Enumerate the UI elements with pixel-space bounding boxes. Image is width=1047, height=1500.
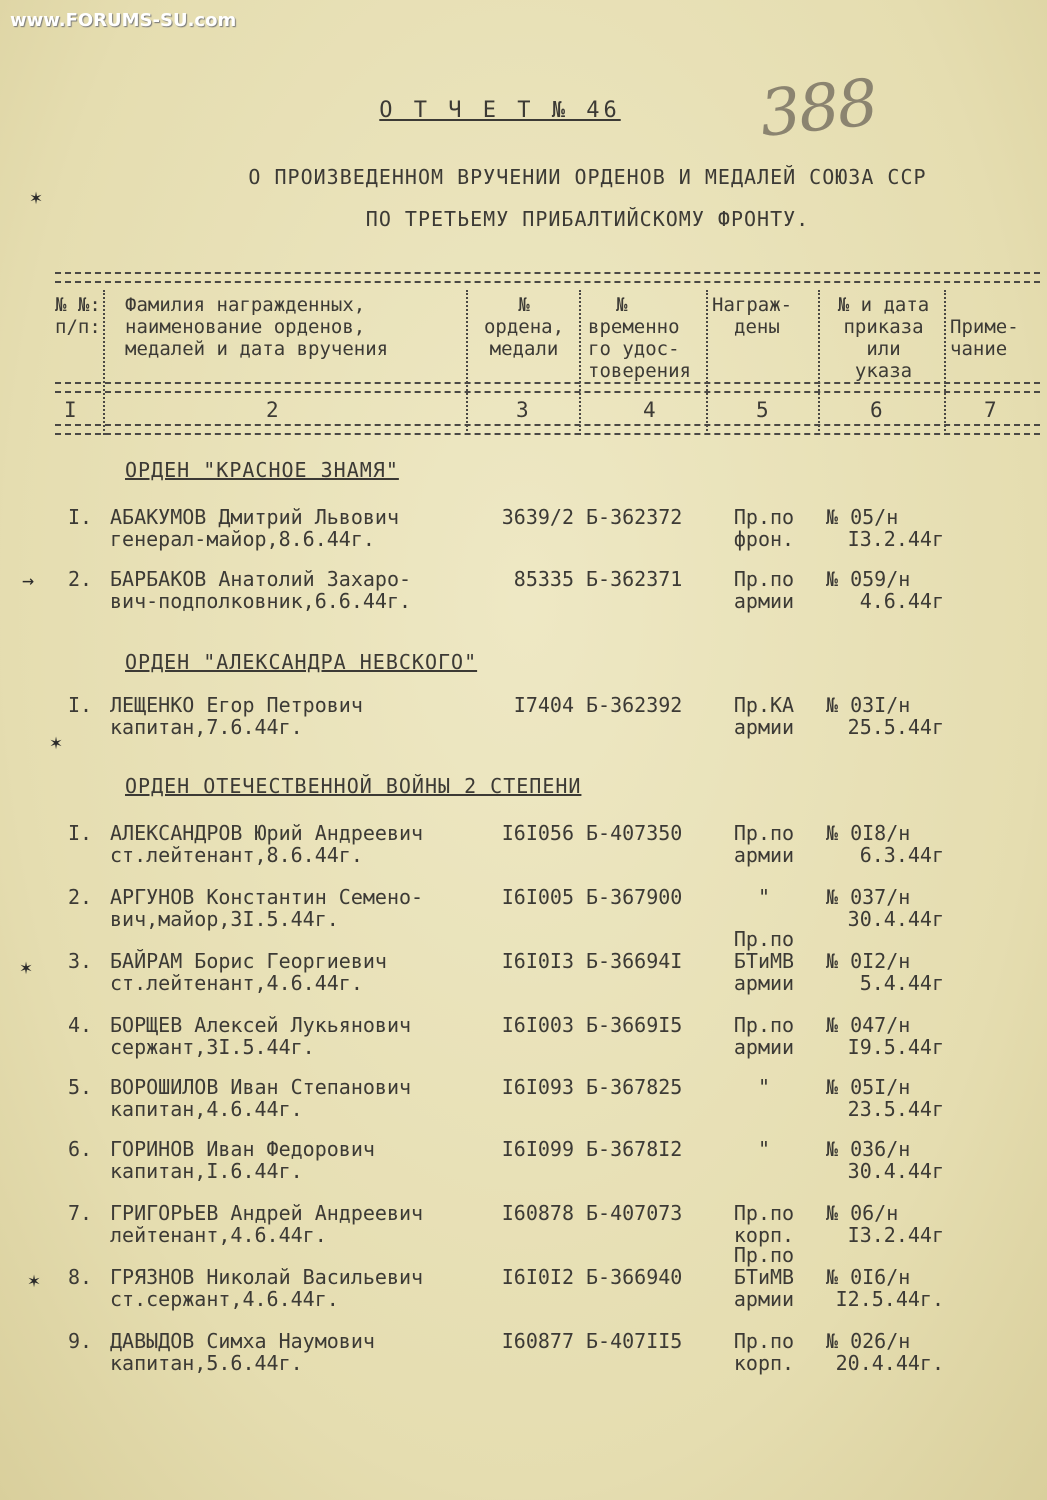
header-line: временно [588,316,680,338]
recipient-rank-date: капитан,I.6.44г. [110,1159,303,1183]
header-line: медали [489,338,559,360]
margin-mark: ✶ [30,185,43,209]
row-number: 9. [68,1329,93,1353]
watermark: www.FORUMS-SU.com [10,10,237,31]
header-line: указа [854,360,913,382]
report-title-text: О Т Ч Е Т № 46 [379,98,621,123]
subtitle-line-1: О ПРОИЗВЕДЕННОМ ВРУЧЕНИИ ОРДЕНОВ И МЕДАЛЕЙ СОЮЗА ССР [248,165,927,189]
header-top-rule [55,272,1040,283]
header-line: го удос- [588,338,680,360]
recipient-name: БОРЩЕВ Алексей Лукьянович [110,1013,412,1037]
order-number: 85335 [513,567,574,591]
order-ref-date: I9.5.44г [847,1035,944,1059]
awarded-by-line0: Пр.по [733,1243,795,1267]
certificate-number: Б-366940 [586,1265,683,1289]
certificate-number: Б-367825 [586,1075,683,1099]
awarded-by-line1: " [757,885,771,909]
col-separator [579,290,581,435]
recipient-rank-date: капитан,5.6.44г. [110,1351,303,1375]
header-mid-rule [55,382,1040,393]
order-ref-number: № 05/н [826,505,899,529]
header-col1 [55,294,101,338]
header-line: товерения [588,360,691,382]
order-number: 3639/2 [501,505,574,529]
order-number: I6I0I3 [501,949,574,973]
order-ref-number: № 037/н [826,885,911,909]
awarded-by-line1: Пр.по [733,505,795,529]
awarded-by-line1: Пр.по [733,1013,795,1037]
awarded-by-line2: корп. [733,1351,795,1375]
header-line: медалей и дата вручения [125,338,389,360]
order-number: I7404 [513,693,574,717]
section-title: ОРДЕН "КРАСНОЕ ЗНАМЯ" [125,458,399,482]
subtitle-line-2: ПО ТРЕТЬЕМУ ПРИБАЛТИЙСКОМУ ФРОНТУ. [365,207,810,231]
order-number: I6I093 [501,1075,574,1099]
row-number: 7. [68,1201,93,1225]
recipient-rank-date: сержант,3I.5.44г. [110,1035,315,1059]
awarded-by-line1: Пр.по [733,1201,795,1225]
col-number: 4 [643,398,656,422]
col-number: 7 [984,398,997,422]
recipient-name: АЛЕКСАНДРОВ Юрий Андреевич [110,821,424,845]
awarded-by-line1: Пр.КА [733,693,795,717]
row-number: 2. [68,567,93,591]
recipient-name: ЛЕЩЕНКО Егор Петрович [110,693,363,717]
header-line: п/п: [55,316,101,338]
certificate-number: Б-407073 [586,1201,683,1225]
section-title: ОРДЕН "АЛЕКСАНДРА НЕВСКОГО" [125,650,478,674]
certificate-number: Б-407350 [586,821,683,845]
awarded-by-line1: БТиМВ [733,1265,795,1289]
awarded-by-line2: армии [733,971,795,995]
section-title: ОРДЕН ОТЕЧЕСТВЕННОЙ ВОЙНЫ 2 СТЕПЕНИ [125,774,582,798]
awarded-by-line2: армии [733,715,795,739]
order-ref-date: 25.5.44г [847,715,944,739]
awarded-by-line1: БТиМВ [733,949,795,973]
awarded-by-line1: Пр.по [733,1329,795,1353]
margin-mark: ✶ [20,955,33,979]
report-title [0,98,1000,123]
recipient-rank-date: капитан,4.6.44г. [110,1097,303,1121]
recipient-rank-date: генерал-майор,8.6.44г. [110,527,375,551]
awarded-by-line1: Пр.по [733,567,795,591]
order-ref-number: № 05I/н [826,1075,911,1099]
header-line: Фамилия награжденных, [125,294,366,316]
recipient-rank-date: ст.лейтенант,8.6.44г. [110,843,363,867]
header-col3 [474,294,574,360]
header-col4 [588,294,691,382]
awarded-by-line2: армии [733,1287,795,1311]
recipient-name: ГРЯЗНОВ Николай Васильевич [110,1265,424,1289]
col-separator [944,290,946,435]
header-col2 [125,294,388,360]
order-number: I6I0I2 [501,1265,574,1289]
certificate-number: Б-367900 [586,885,683,909]
order-ref-date: I3.2.44г [847,527,944,551]
recipient-rank-date: ст.сержант,4.6.44г. [110,1287,339,1311]
header-line: № [616,294,628,316]
header-line: наименование орденов, [125,316,366,338]
col-separator [103,290,105,435]
order-ref-number: № 06/н [826,1201,899,1225]
row-number: I. [68,693,93,717]
awarded-by-line1: " [757,1075,771,1099]
header-line: № [518,294,530,316]
order-number: I60877 [501,1329,574,1353]
header-line: № и дата [837,294,930,316]
order-ref-date: I3.2.44г [847,1223,944,1247]
recipient-rank-date: капитан,7.6.44г. [110,715,303,739]
order-number: I6I099 [501,1137,574,1161]
recipient-name: ГОРИНОВ Иван Федорович [110,1137,375,1161]
recipient-rank-date: лейтенант,4.6.44г. [110,1223,327,1247]
order-number: I6I005 [501,885,574,909]
recipient-name: БАЙРАМ Борис Георгиевич [110,949,387,973]
col-number: 6 [870,398,883,422]
order-ref-number: № 059/н [826,567,911,591]
header-line: ордена, [483,316,565,338]
header-line: приказа [843,316,924,338]
order-ref-date: 30.4.44г [847,1159,944,1183]
order-number: I6I003 [501,1013,574,1037]
row-number: 2. [68,885,93,909]
recipient-name: ВОРОШИЛОВ Иван Степанович [110,1075,412,1099]
order-ref-date: 5.4.44г [859,971,944,995]
header-line: дены [734,316,780,338]
certificate-number: Б-362392 [586,693,683,717]
order-ref-date: 20.4.44г. [835,1351,944,1375]
recipient-name: ДАВЫДОВ Симха Наумович [110,1329,375,1353]
col-number: 3 [516,398,529,422]
awarded-by-line0: Пр.по [733,927,795,951]
header-col6 [826,294,941,382]
col-separator [706,290,708,435]
col-number: 5 [756,398,769,422]
awarded-by-line1: Пр.по [733,821,795,845]
awarded-by-line2: армии [733,1035,795,1059]
recipient-name: БАРБАКОВ Анатолий Захаро- [110,567,412,591]
col-number: I [64,398,77,422]
header-line: № №: [55,294,101,316]
awarded-by-line2: армии [733,843,795,867]
order-ref-date: 4.6.44г [859,589,944,613]
certificate-number: Б-36694I [586,949,683,973]
order-ref-number: № 0I2/н [826,949,911,973]
order-number: I6I056 [501,821,574,845]
header-line: Приме- [950,316,1019,338]
row-number: 8. [68,1265,93,1289]
certificate-number: Б-3678I2 [586,1137,683,1161]
order-ref-number: № 026/н [826,1329,911,1353]
order-ref-number: № 036/н [826,1137,911,1161]
awarded-by-line1: " [757,1137,771,1161]
awarded-by-line2: фрон. [733,527,795,551]
col-number: 2 [266,398,279,422]
row-number: I. [68,821,93,845]
header-col7 [950,316,1019,360]
order-ref-date: 23.5.44г [847,1097,944,1121]
header-line: Награж- [712,294,793,316]
col-separator [466,290,468,435]
recipient-rank-date: вич-подполковник,6.6.44г. [110,589,412,613]
order-number: I60878 [501,1201,574,1225]
recipient-name: ГРИГОРЬЕВ Андрей Андреевич [110,1201,424,1225]
order-ref-number: № 0I6/н [826,1265,911,1289]
certificate-number: Б-362372 [586,505,683,529]
order-ref-date: 30.4.44г [847,907,944,931]
recipient-rank-date: ст.лейтенант,4.6.44г. [110,971,363,995]
row-number: 6. [68,1137,93,1161]
header-col5 [712,294,792,338]
recipient-name: АРГУНОВ Константин Семено- [110,885,424,909]
order-ref-number: № 03I/н [826,693,911,717]
order-ref-date: I2.5.44г. [835,1287,944,1311]
awarded-by-line2: корп. [733,1223,795,1247]
header-bottom-rule [55,424,1040,435]
margin-mark: ✶ [50,730,63,754]
certificate-number: Б-3669I5 [586,1013,683,1037]
certificate-number: Б-362371 [586,567,683,591]
order-ref-number: № 0I8/н [826,821,911,845]
certificate-number: Б-407II5 [586,1329,683,1353]
margin-mark: → [22,568,35,592]
margin-mark: ✶ [28,1268,41,1292]
archive-number: 388 [756,66,880,152]
recipient-rank-date: вич,майор,3I.5.44г. [110,907,339,931]
row-number: I. [68,505,93,529]
awarded-by-line2: армии [733,589,795,613]
header-line: или [866,338,901,360]
recipient-name: АБАКУМОВ Дмитрий Львович [110,505,399,529]
header-line: чание [950,338,1008,360]
row-number: 4. [68,1013,93,1037]
row-number: 3. [68,949,93,973]
row-number: 5. [68,1075,93,1099]
col-separator [818,290,820,435]
order-ref-number: № 047/н [826,1013,911,1037]
order-ref-date: 6.3.44г [859,843,944,867]
